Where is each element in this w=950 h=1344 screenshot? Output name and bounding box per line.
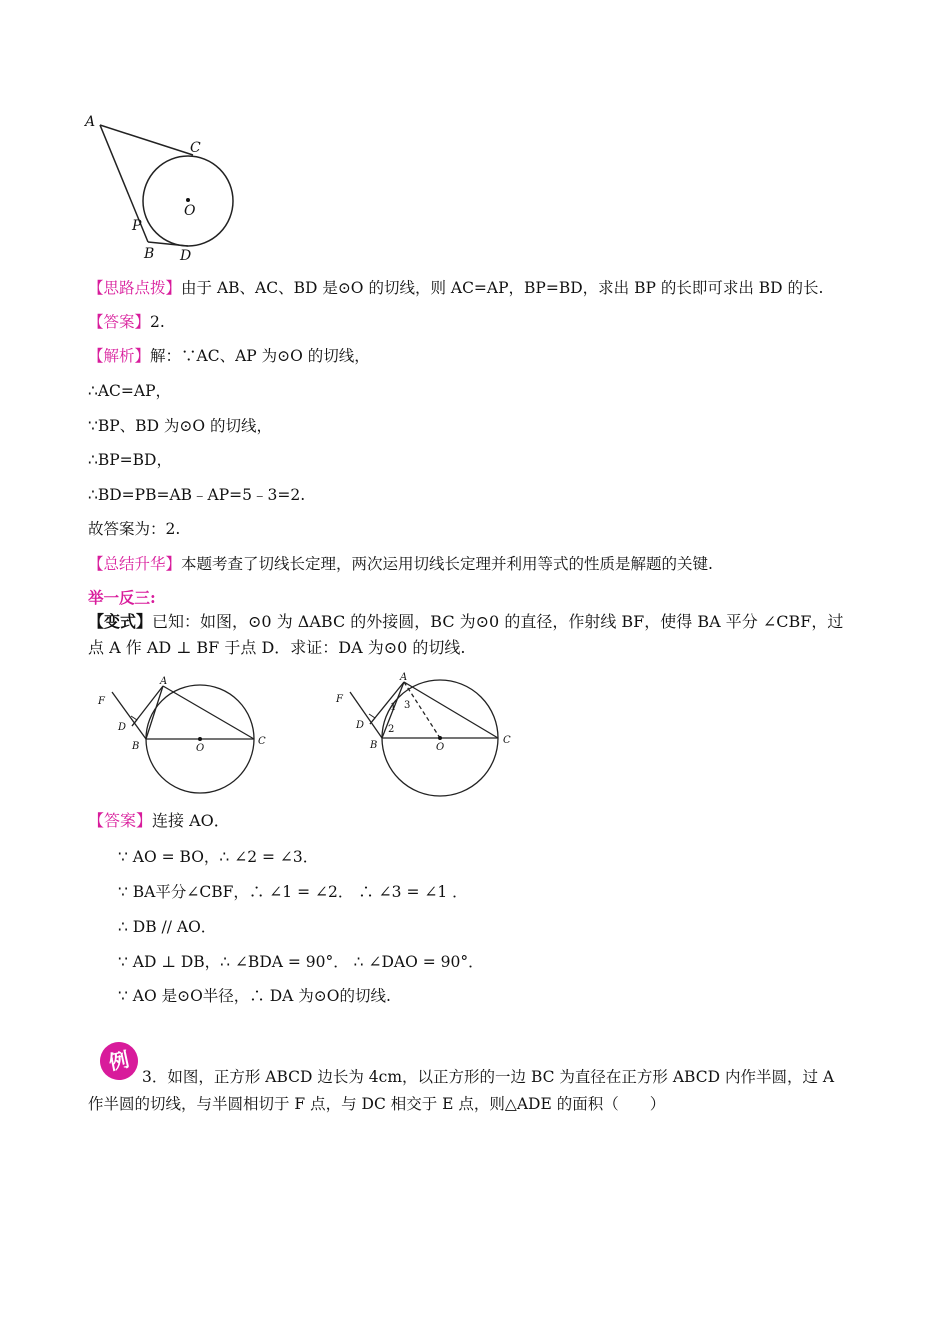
summary-tag: 【总结升华】	[88, 555, 182, 573]
figure-variant-left	[90, 672, 280, 797]
variant-answer-text: 连接 AO．	[152, 811, 230, 830]
fig2-label-f: F	[98, 696, 105, 707]
example-line-2: 作半圆的切线，与半圆相切于 F 点，与 DC 相交于 E 点，则△ADE 的面积（ ）	[88, 1095, 666, 1113]
fig3-label-b: B	[370, 740, 378, 751]
fig1-label-b: B	[144, 246, 155, 262]
summary-line	[88, 553, 713, 575]
variant-answer-step-1: ∵ AO = BO，∴ ∠2 = ∠3．	[118, 848, 319, 866]
analysis-step-3: ∴BP=BD，	[88, 451, 172, 469]
analysis-tag: 【解析】	[88, 347, 151, 365]
variant-tag: 【变式】	[88, 612, 153, 631]
analysis-line	[88, 345, 370, 367]
fig2-label-d: D	[118, 722, 127, 733]
fig3-label-c: C	[503, 735, 511, 746]
analysis-step-1: ∴AC=AP，	[88, 382, 172, 400]
fig3-label-f: F	[336, 694, 343, 705]
variant-line-1	[88, 611, 843, 633]
answer-tag: 【答案】	[88, 313, 151, 331]
hint-line	[88, 277, 823, 299]
fig2-label-b: B	[132, 741, 140, 752]
fig3-label-angle2: 2	[388, 724, 395, 735]
fig1-label-o: O	[184, 203, 196, 219]
fig1-label-d: D	[180, 248, 192, 264]
fig2-label-a: A	[160, 676, 168, 687]
variant-answer-tag: 【答案】	[88, 811, 153, 830]
analysis-conclusion: 故答案为：2.	[88, 520, 181, 538]
variant-line-2: 点 A 作 AD ⊥ BF 于点 D．求证：DA 为⊙0 的切线.	[88, 638, 466, 657]
variant-answer-line	[88, 810, 230, 832]
example-badge-icon: 例	[96, 1038, 141, 1083]
figure-tangent-circle	[80, 108, 250, 268]
fig2-label-c: C	[258, 736, 266, 747]
fig3-label-d: D	[356, 720, 365, 731]
section-title: 举一反三:	[88, 588, 156, 607]
fig3-label-angle3: 3	[404, 700, 411, 711]
hint-tag: 【思路点拨】	[88, 279, 182, 297]
example-line-1: 3．如图，正方形 ABCD 边长为 4cm，以正方形的一边 BC 为直径在正方形 ABCD 内作半圆，过 A	[142, 1068, 835, 1086]
variant-text-1: 已知：如图，⊙0 为 ΔABC 的外接圆，BC 为⊙0 的直径，作射线 BF，使得 BA 平分 ∠CBF，过	[152, 612, 844, 631]
analysis-text: 解：∵AC、AP 为⊙O 的切线，	[150, 347, 370, 365]
answer-line	[88, 311, 165, 333]
variant-answer-step-5: ∵ AO 是⊙O半径，∴ DA 为⊙O的切线.	[118, 987, 391, 1005]
hint-text: 由于 AB、AC、BD 是⊙O 的切线，则 AC=AP，BP=BD，求出 BP 的长即可求出 BD 的长.	[181, 279, 824, 297]
answer-text: 2.	[150, 313, 165, 331]
variant-answer-step-4: ∵ AD ⊥ DB，∴ ∠BDA = 90°． ∴ ∠DAO = 90°．	[118, 953, 484, 971]
fig3-label-a: A	[400, 672, 408, 683]
summary-text: 本题考查了切线长定理，两次运用切线长定理并利用等式的性质是解题的关键.	[181, 555, 713, 573]
fig2-label-o: O	[196, 743, 205, 754]
analysis-step-2: ∵BP、BD 为⊙O 的切线，	[88, 417, 273, 435]
fig3-label-o: O	[436, 742, 445, 753]
analysis-step-4: ∴BD=PB=AB﹣AP=5﹣3=2.	[88, 486, 306, 504]
fig1-label-a: A	[85, 114, 96, 130]
variant-answer-step-3: ∴ DB // AO．	[118, 918, 217, 936]
fig1-label-c: C	[190, 140, 201, 156]
fig1-label-p: P	[132, 218, 142, 234]
figure-variant-right	[328, 668, 528, 798]
variant-answer-step-2: ∵ BA平分∠CBF，∴ ∠1 = ∠2． ∴ ∠3 = ∠1 ．	[118, 883, 468, 901]
fig3-label-angle1: 1	[390, 702, 397, 713]
